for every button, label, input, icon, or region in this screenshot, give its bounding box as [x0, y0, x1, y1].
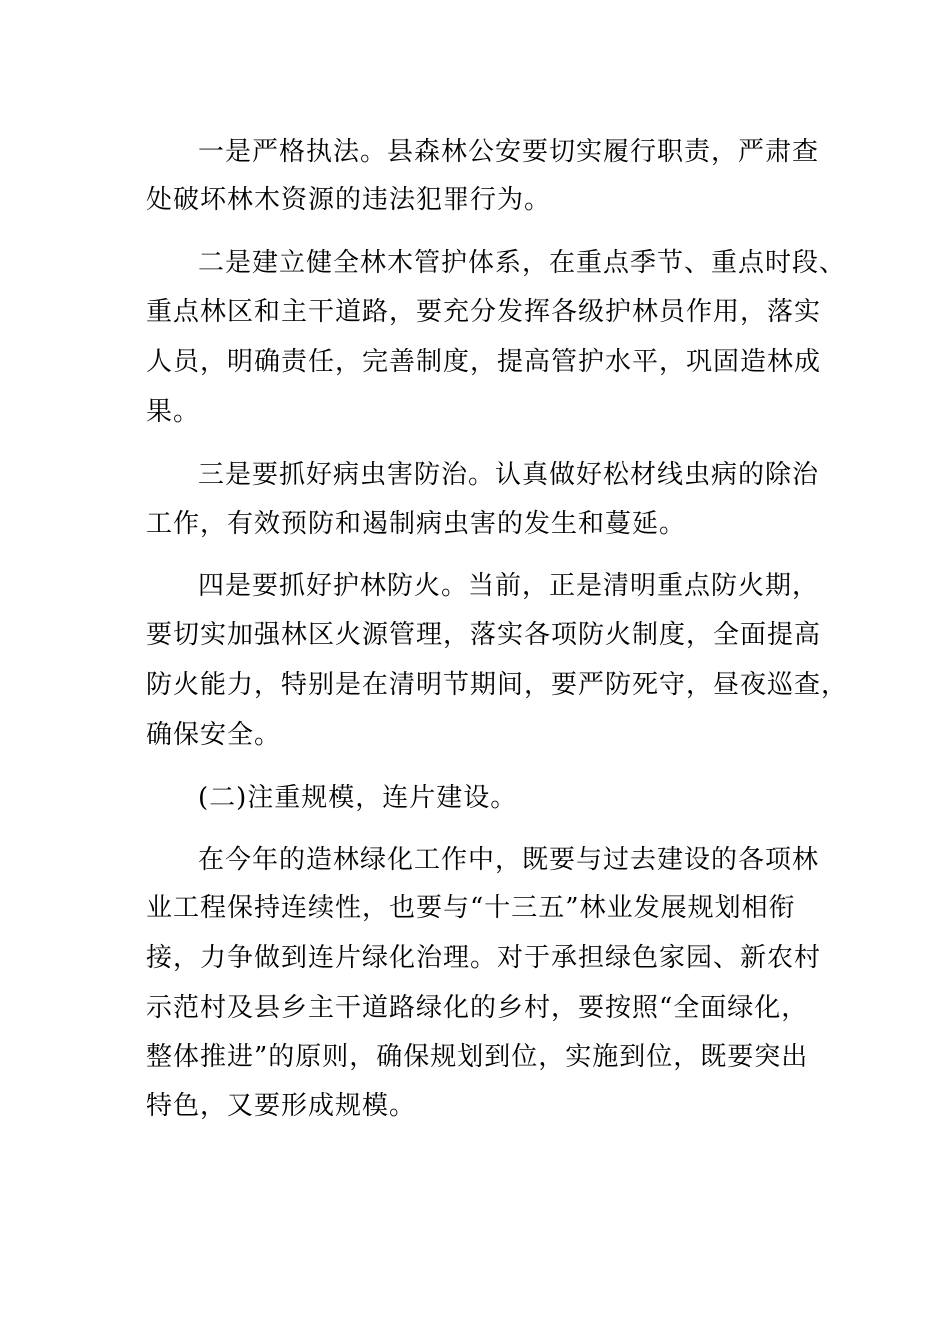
paragraph-6-line-3: 接，力争做到连片绿化治理。对于承担绿色家园、新农村: [146, 943, 822, 973]
paragraph-2-line-4: 果。: [146, 397, 201, 427]
paragraph-6-line-5: 整体推进”的原则，确保规划到位，实施到位，既要突出: [146, 1042, 809, 1072]
paragraph-6-line-6: 特色，又要形成规模。: [146, 1091, 417, 1121]
paragraph-1-line-1: 一是严格执法。县森林公安要切实履行职责，严肃查: [198, 137, 820, 167]
paragraph-2-line-1: 二是建立健全林木管护体系，在重点季节、重点时段、: [198, 248, 847, 278]
paragraph-3-line-1: 三是要抓好病虫害防治。认真做好松材线虫病的除治: [198, 460, 820, 490]
section-heading: (二)注重规模，连片建设。: [198, 783, 518, 813]
paragraph-3-line-2: 工作，有效预防和遏制病虫害的发生和蔓延。: [146, 509, 687, 539]
paragraph-2-line-2: 重点林区和主干道路，要充分发挥各级护林员作用，落实: [146, 297, 822, 327]
paragraph-1-line-2: 处破坏林木资源的违法犯罪行为。: [146, 185, 552, 215]
paragraph-4-line-4: 确保安全。: [146, 720, 282, 750]
paragraph-4-line-1: 四是要抓好护林防火。当前，正是清明重点防火期，: [198, 571, 820, 601]
paragraph-4-line-2: 要切实加强林区火源管理，落实各项防火制度，全面提高: [146, 620, 822, 650]
paragraph-6-line-2: 业工程保持连续性，也要与“十三五”林业发展规划相衔: [146, 893, 796, 923]
paragraph-6-line-1: 在今年的造林绿化工作中，既要与过去建设的各项林: [198, 845, 820, 875]
paragraph-2-line-3: 人员，明确责任，完善制度，提高管护水平，巩固造林成: [146, 347, 822, 377]
paragraph-6-line-4: 示范村及县乡主干道路绿化的乡村，要按照“全面绿化，: [146, 993, 809, 1023]
paragraph-4-line-3: 防火能力，特别是在清明节期间，要严防死守，昼夜巡查，: [146, 670, 849, 700]
